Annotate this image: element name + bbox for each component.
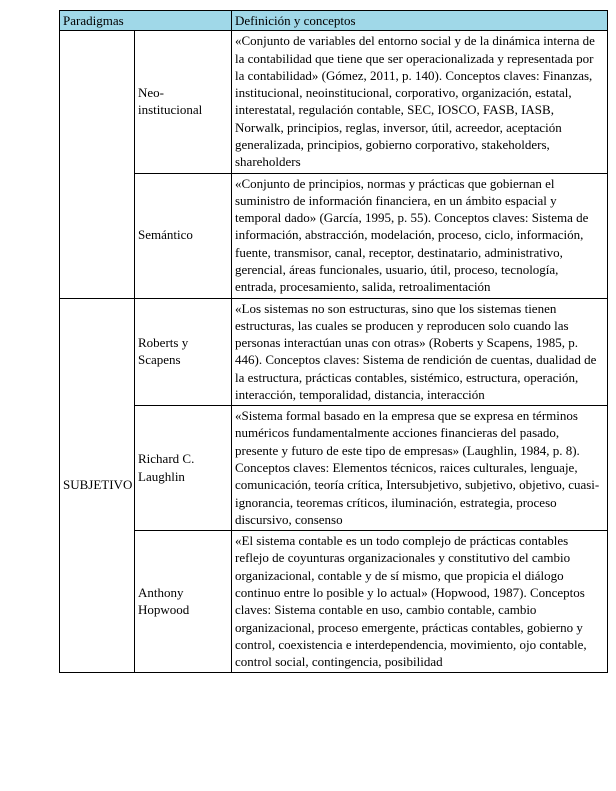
- definition-cell-roberts-scapens: «Los sistemas no son estructuras, sino que los sistemas tienen estructuras, las cuales se producen y reproducen solo cuando las personas interactúan unas con otras» (Roberts y Scapens, 1985, p. 446). Conceptos claves: Sistema de rendición de cuentas, dualidad de la estructura, prácticas contables, sistémico, estructura, operación, interacción, temporalidad, distancia, interacción: [232, 298, 608, 406]
- group-cell-subjetivo: SUBJETIVO: [60, 298, 135, 673]
- paradigm-cell-neo-institucional: Neo-institucional: [135, 31, 232, 173]
- definition-cell-neo-institucional: «Conjunto de variables del entorno social y de la dinámica interna de la contabilidad que tiene que ser operacionalizada y representada por la contabilidad» (Gómez, 2011, p. 140). Conceptos claves: Finanzas, institucional, neoinstitucional, corporativo, organización, estatal, interestatal, regulación contable, SEC, IOSCO, FASB, IASB, Norwalk, principios, reglas, inversor, útil, acreedor, aceptación generalizada, principios, gobierno corporativo, stakeholders, shareholders: [232, 31, 608, 173]
- table-row-laughlin: [60, 406, 608, 531]
- paradigm-cell-roberts-scapens: Roberts y Scapens: [135, 298, 232, 406]
- table-row-neo-institucional: [60, 31, 608, 173]
- header-definicion: Definición y conceptos: [232, 11, 608, 31]
- table-header-row: [60, 11, 608, 31]
- header-paradigmas: Paradigmas: [60, 11, 232, 31]
- paradigm-cell-semantico: Semántico: [135, 173, 232, 298]
- paradigm-cell-laughlin: Richard C. Laughlin: [135, 406, 232, 531]
- paradigm-cell-hopwood: Anthony Hopwood: [135, 531, 232, 673]
- table-row-hopwood: [60, 531, 608, 673]
- definition-cell-laughlin: «Sistema formal basado en la empresa que se expresa en términos numéricos fundamentalmente acciones financieras del pasado, presente y futuro de este tipo de empresas» (Laughlin, 1984, p. 8). Conceptos claves: Elementos técnicos, raices culturales, lenguaje, comunicación, teoría crítica, Intersubjetivo, subjetivo, objetivo, cuasi-ignorancia, teoremas críticos, iluminación, estrategia, proceso discursivo, consenso: [232, 406, 608, 531]
- definition-cell-semantico: «Conjunto de principios, normas y prácticas que gobiernan el suministro de información financiera, en un ámbito espacial y temporal dado» (García, 1995, p. 55). Conceptos claves: Sistema de información, abstracción, modelación, proceso, ciclo, información, fuente, transmisor, canal, receptor, destinatario, administrativo, gerencial, áreas funcionales, usuario, útil, proceso, tecnología, entrada, procesamiento, salida, retroalimentación: [232, 173, 608, 298]
- table-row-roberts-scapens: [60, 298, 608, 406]
- group-cell-objetivo: [60, 31, 135, 298]
- table-row-semantico: [60, 173, 608, 298]
- definition-cell-hopwood: «El sistema contable es un todo complejo de prácticas contables reflejo de coyunturas organizacionales y constitutivo del cambio organizacional, contable y de sí mismo, que propicia el diálogo continuo entre lo posible y lo actual» (Hopwood, 1987). Conceptos claves: Sistema contable en uso, cambio contable, cambio organizacional, proceso emergente, prácticas contables, gobierno y control, coexistencia e interdependencia, movimiento, ojo contable, control social, contingencia, posibilidad: [232, 531, 608, 673]
- paradigms-table: [59, 10, 608, 673]
